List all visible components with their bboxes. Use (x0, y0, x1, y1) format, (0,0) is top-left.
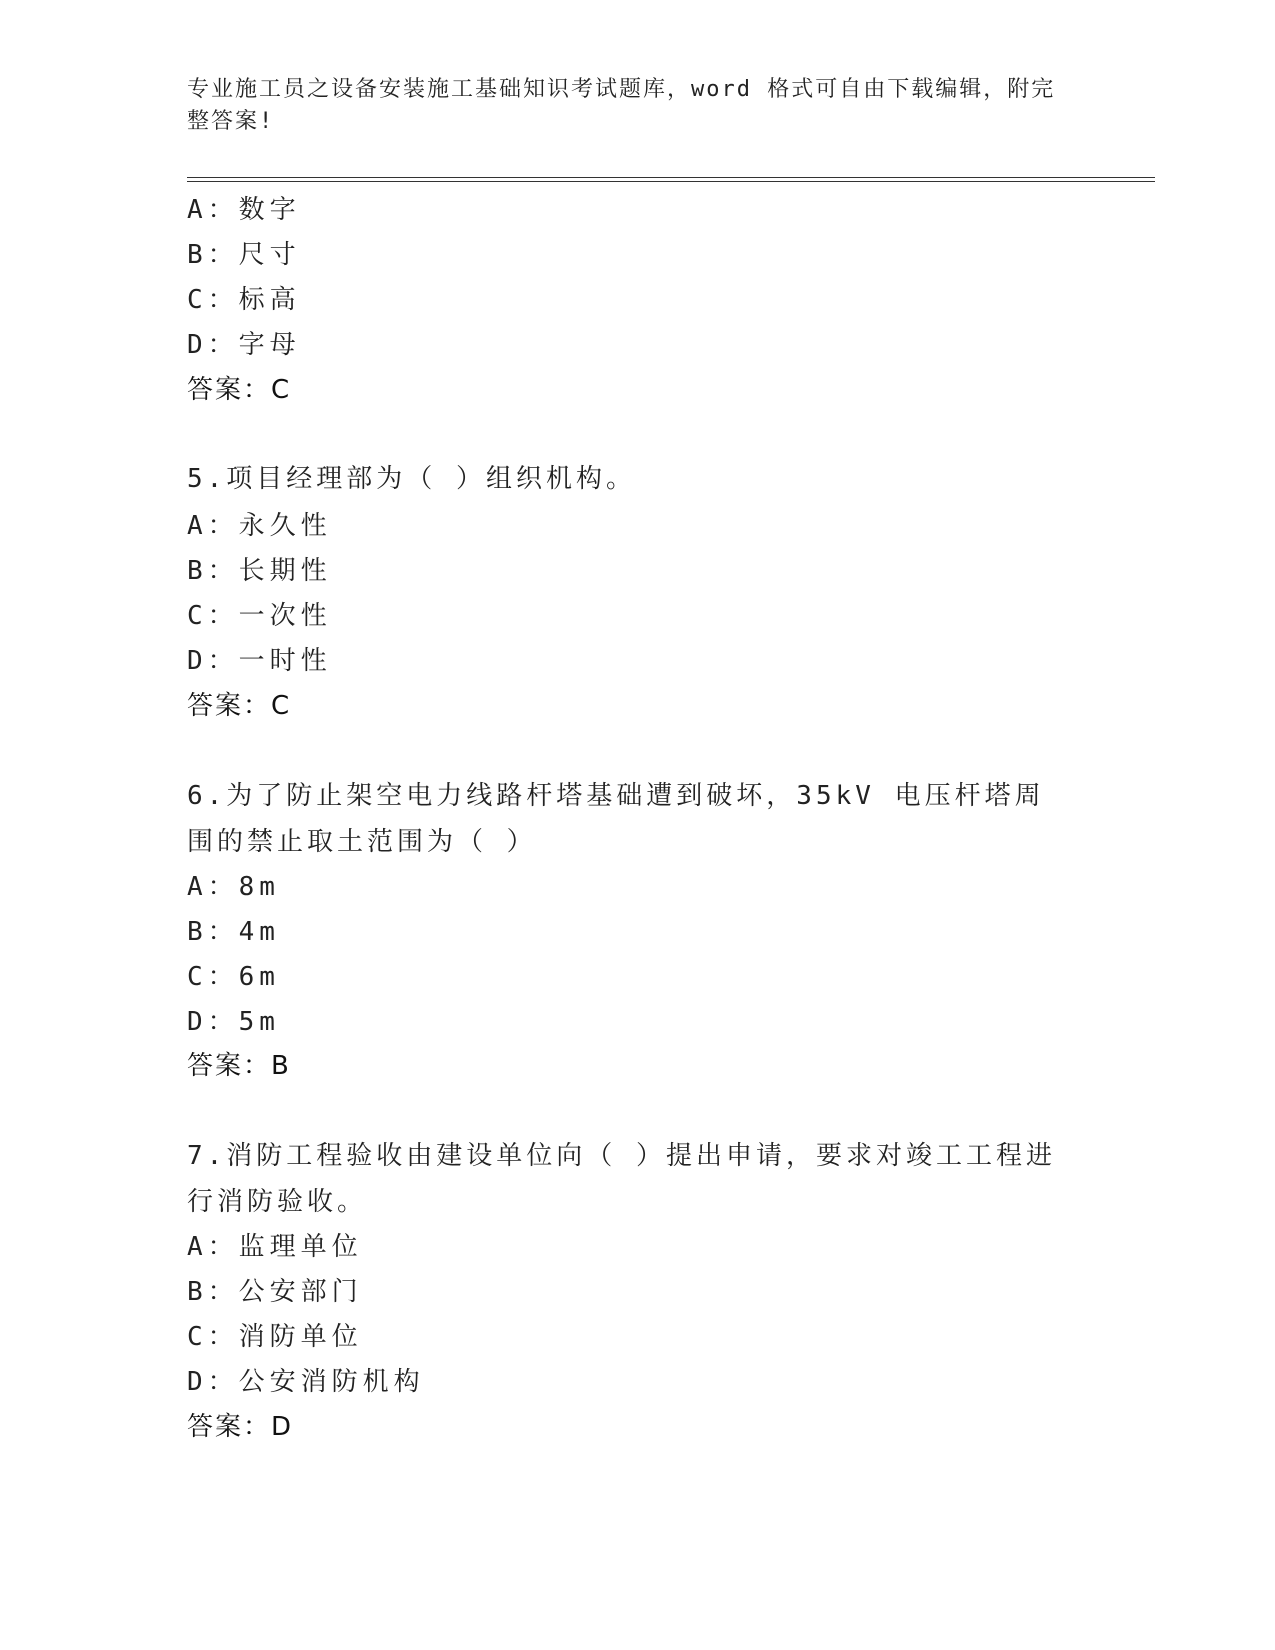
question-7-text: 7.消防工程验收由建设单位向（ ）提出申请，要求对竣工工程进行消防验收。 (187, 1141, 1056, 1217)
option-a: A：数字 (187, 195, 301, 225)
option-c: C：标高 (187, 285, 301, 315)
q7-answer: 答案：D (187, 1412, 294, 1442)
q7-option-a: A：监理单位 (187, 1232, 363, 1262)
q7-option-c: C：消防单位 (187, 1322, 363, 1352)
q5-option-c: C：一次性 (187, 601, 332, 631)
q5-option-a: A：永久性 (187, 511, 332, 541)
q5-option-d: D：一时性 (187, 646, 332, 676)
question-5-text: 5.项目经理部为（ ）组织机构。 (187, 464, 636, 494)
header-divider-top (187, 177, 1155, 178)
header-divider-bottom (187, 181, 1155, 182)
q5-option-b: B：长期性 (187, 556, 332, 586)
question-6-text: 6.为了防止架空电力线路杆塔基础遭到破坏，35kV 电压杆塔周围的禁止取土范围为（ ） (187, 781, 1045, 857)
q7-option-b: B：公安部门 (187, 1277, 363, 1307)
q7-option-d: D：公安消防机构 (187, 1367, 425, 1397)
q6-option-d: D：5m (187, 1007, 280, 1037)
q6-option-c: C：6m (187, 962, 280, 992)
document-header: 专业施工员之设备安装施工基础知识考试题库，word 格式可自由下载编辑，附完整答案! (187, 77, 1056, 134)
option-b: B：尺寸 (187, 240, 301, 270)
q6-answer: 答案：B (187, 1051, 291, 1081)
q6-option-b: B：4m (187, 917, 280, 947)
q5-answer: 答案：C (187, 691, 292, 721)
q6-option-a: A：8m (187, 872, 280, 902)
answer-line: 答案：C (187, 375, 292, 405)
option-d: D：字母 (187, 330, 301, 360)
